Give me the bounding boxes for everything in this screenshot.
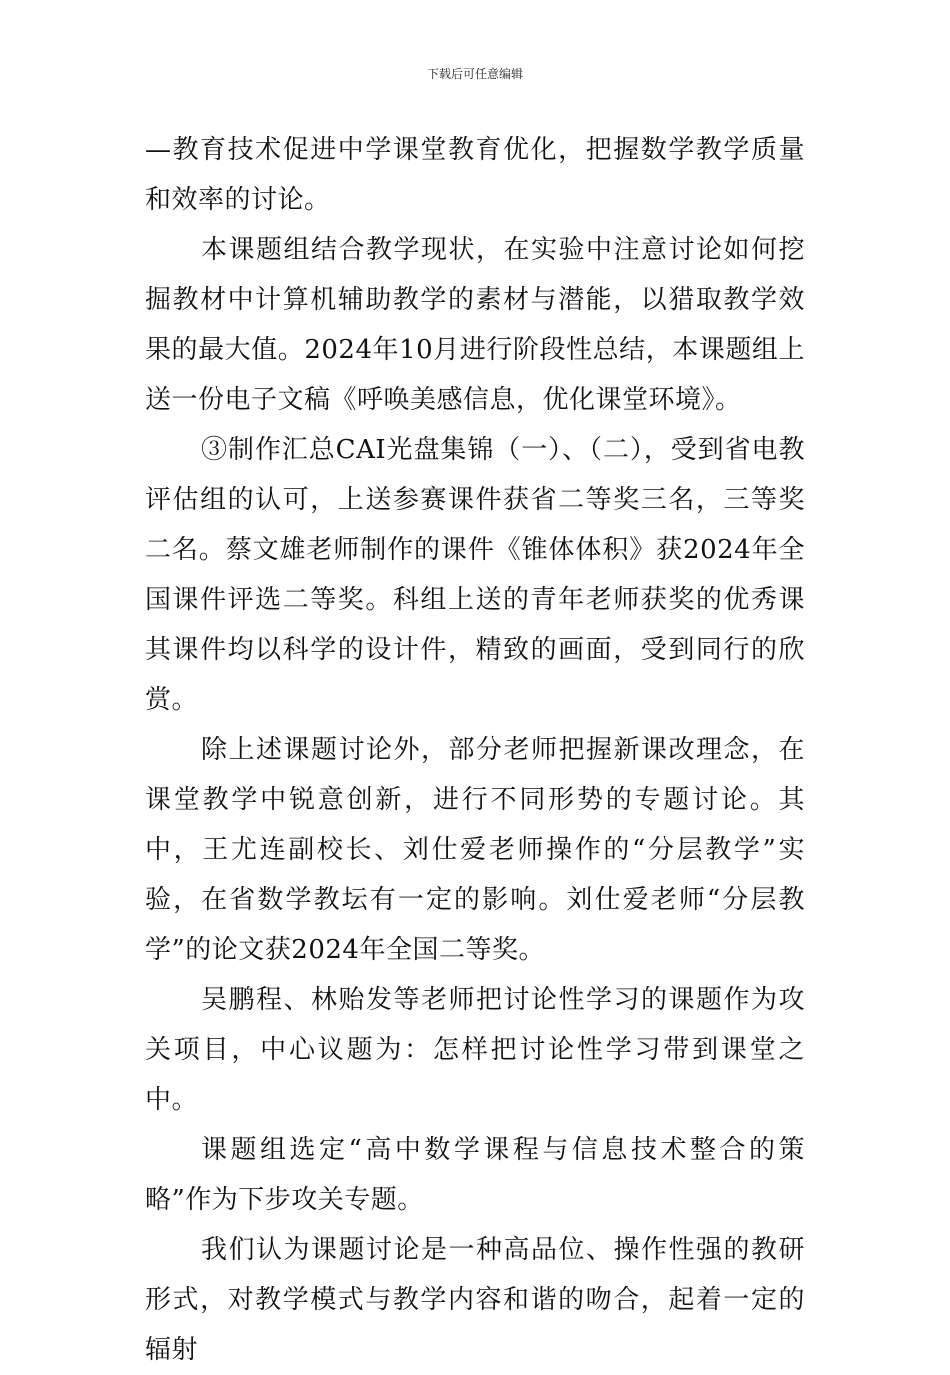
- paragraph-5: 吴鹏程、林贻发等老师把讨论性学习的课题作为攻关项目，中心议题为：怎样把讨论性学习带到课堂之中。: [145, 985, 805, 1115]
- page-header: 下载后可任意编辑: [426, 67, 523, 81]
- document-body: [145, 125, 805, 1375]
- paragraph-3: ③制作汇总CAI光盘集锦（一）、（二），受到省电教评估组的认可，上送参赛课件获省二等奖三名，三等奖二名。蔡文雄老师制作的课件《锥体体积》获2024年全国课件评选二等奖。科组上送的青年老师获奖的优秀课其课件均以科学的设计件，精致的画面，受到同行的欣赏。: [145, 435, 805, 715]
- paragraph-2: 本课题组结合教学现状，在实验中注意讨论如何挖掘教材中计算机辅助教学的素材与潜能，以猎取教学效果的最大值。2024年10月进行阶段性总结，本课题组上送一份电子文稿《呼唤美感信息，优化课堂环境》。: [145, 235, 805, 415]
- paragraph-4: 除上述课题讨论外，部分老师把握新课改理念，在课堂教学中锐意创新，进行不同形势的专题讨论。其中，王尤连副校长、刘仕爱老师操作的“分层教学”实验，在省数学教坛有一定的影响。刘仕爱老师“分层教学”的论文获2024年全国二等奖。: [145, 735, 805, 965]
- paragraph-6: 课题组选定“高中数学课程与信息技术整合的策略”作为下步攻关专题。: [145, 1135, 805, 1215]
- paragraph-7: 我们认为课题讨论是一种高品位、操作性强的教研形式，对教学模式与教学内容和谐的吻合，起着一定的辐射: [145, 1235, 805, 1365]
- paragraph-1: —教育技术促进中学课堂教育优化，把握数学教学质量和效率的讨论。: [145, 135, 805, 215]
